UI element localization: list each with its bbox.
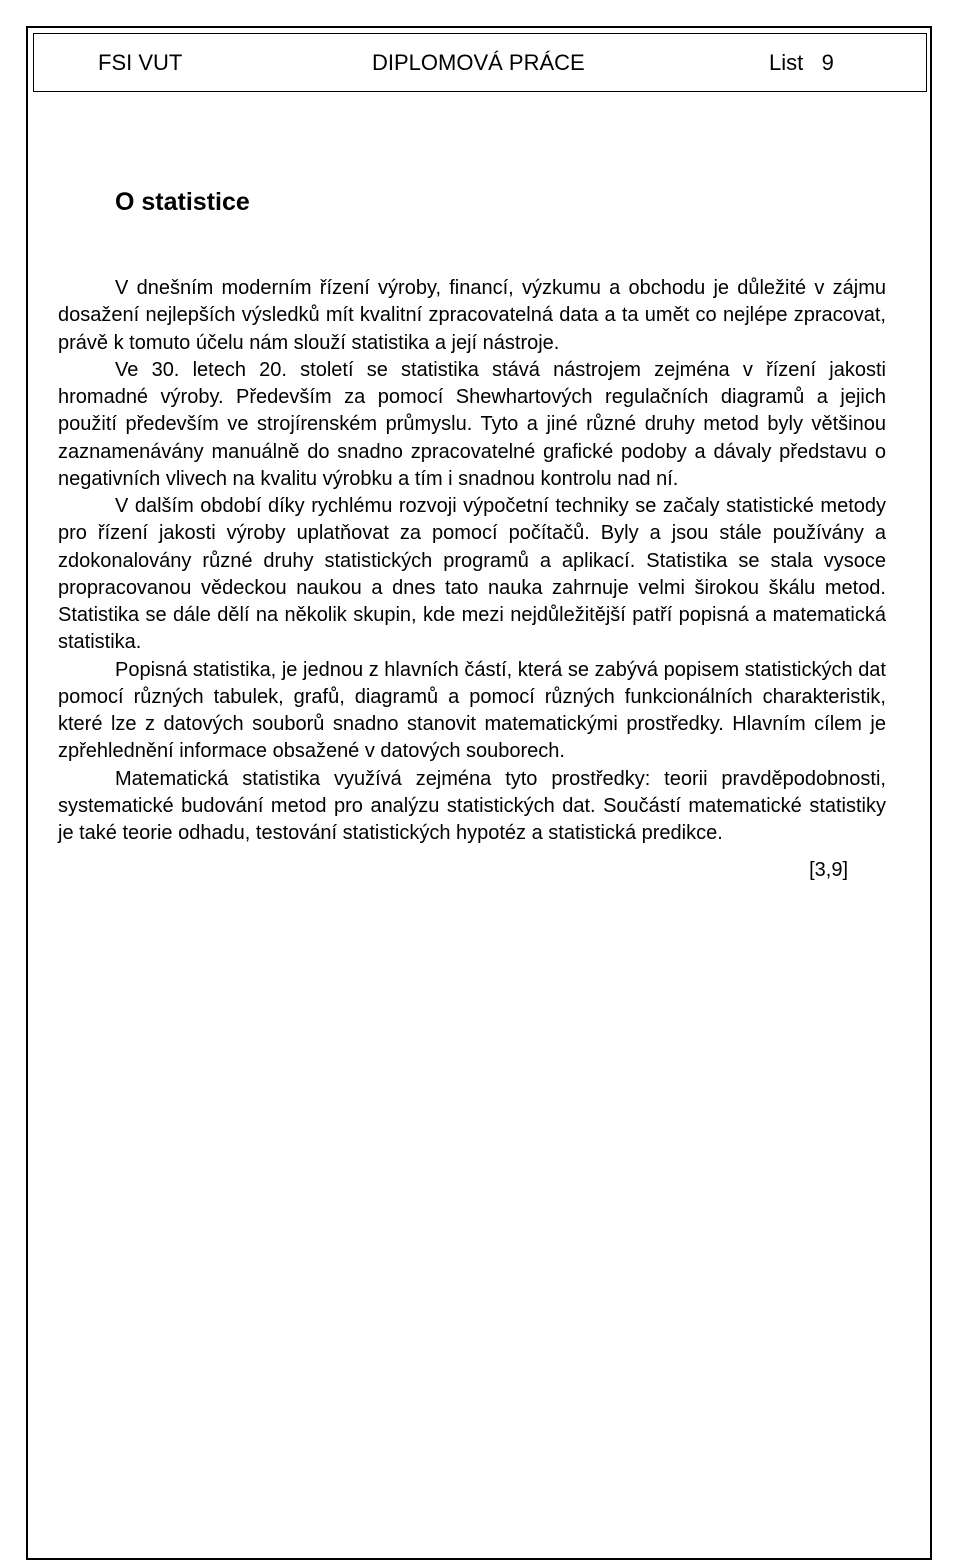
- citation-reference: [3,9]: [809, 859, 848, 882]
- paragraph-4: Popisná statistika, je jednou z hlavních částí, která se zabývá popisem statistických dat pomocí různých tabulek, grafů, diagramů a pomocí různých funkcionálních charakteristik, které lze z datových souborů snadno stanovit matematickými prostředky. Hlavním cílem je zpřehlednění informace obsažené v datových souborech.: [58, 658, 886, 763]
- paragraph-1: V dnešním moderním řízení výroby, financí, výzkumu a obchodu je důležité v zájmu dosažení nejlepších výsledků mít kvalitní zpracovatelná data a ta umět co nejlépe zpracovat, právě k tomuto účelu nám slouží statistika a její nástroje.: [58, 277, 886, 354]
- paragraph-2: Ve 30. letech 20. století se statistika stává nástrojem zejména v řízení jakosti hromadné výroby. Především za pomocí Shewhartových regulačních diagramů a jejich použití především ve strojírenském průmyslu. Tyto a jiné různé druhy metod byly většinou zaznamenávány manuálně do snadno zpracovatelné grafické podoby a dávaly představu o negativních vlivech na kvalitu výrobku a tím i snadnou kontrolu nad ní.: [58, 358, 886, 490]
- header-document-type: DIPLOMOVÁ PRÁCE: [372, 50, 585, 75]
- header-page-number: List 9: [769, 50, 834, 75]
- body-text: [58, 275, 886, 885]
- page-header: [33, 33, 927, 92]
- paragraph-5: Matematická statistika využívá zejména tyto prostředky: teorii pravděpodobnosti, systematické budování metod pro analýzu statistických dat. Součástí matematické statistiky je také teorie odhadu, testování statistických hypotéz a statistická predikce.: [58, 767, 886, 844]
- header-institution: FSI VUT: [98, 50, 183, 75]
- paragraph-3: V dalším období díky rychlému rozvoji výpočetní techniky se začaly statistické metody pro řízení jakosti výroby uplatňovat za pomocí počítačů. Byly a jsou stále používány a zdokonalovány různé druhy statistických programů a aplikací. Statistika se stala vysoce propracovanou vědeckou naukou a dnes tato nauka zahrnuje velmi širokou škálu metod. Statistika se dále dělí na několik skupin, kde mezi nejdůležitější patří popisná a matematická statistika.: [58, 495, 886, 654]
- section-title: O statistice: [115, 188, 250, 216]
